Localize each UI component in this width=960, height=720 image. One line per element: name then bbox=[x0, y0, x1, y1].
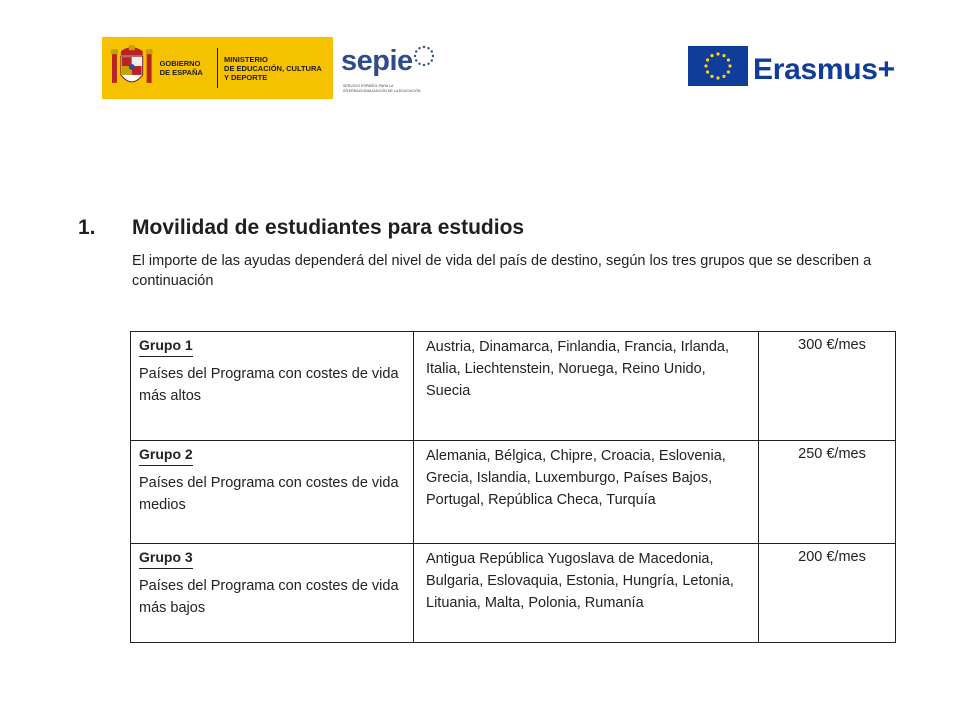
group-cell bbox=[131, 332, 414, 441]
ministry-name: MINISTERIO DE EDUCACIÓN, CULTURA Y DEPORTE bbox=[224, 54, 322, 82]
group-description: Países del Programa con costes de vida medios bbox=[139, 475, 399, 513]
amount-cell: 300 €/mes bbox=[759, 332, 896, 441]
group-cell bbox=[131, 441, 414, 544]
group-name: Grupo 1 bbox=[139, 336, 193, 357]
government-name: GOBIERNO DE ESPAÑA bbox=[159, 59, 203, 77]
group-name: Grupo 3 bbox=[139, 548, 193, 569]
countries-cell: Antigua República Yugoslava de Macedonia, Bulgaria, Eslovaquia, Estonia, Hungría, Letonia, Lituania, Malta, Polonia, Rumanía bbox=[414, 544, 759, 643]
sepie-wordmark: sepie bbox=[341, 45, 413, 77]
section-intro: El importe de las ayudas dependerá del nivel de vida del país de destino, según los tres grupos que se describen a continuación bbox=[132, 253, 872, 289]
logo-divider bbox=[217, 48, 218, 88]
table-row bbox=[131, 332, 896, 441]
table-row bbox=[131, 544, 896, 643]
section-number: 1. bbox=[78, 216, 96, 239]
section-title: Movilidad de estudiantes para estudios bbox=[132, 216, 525, 239]
table-row bbox=[131, 441, 896, 544]
countries-cell: Alemania, Bélgica, Chipre, Croacia, Eslovenia, Grecia, Islandia, Luxemburgo, Países Bajos, Portugal, República Checa, Turquía bbox=[414, 441, 759, 544]
sepie-subtitle: SERVICIO ESPAÑOL PARA LA INTERNACIONALIZACIÓN DE LA EDUCACIÓN bbox=[343, 84, 421, 93]
coat-of-arms-icon bbox=[110, 43, 154, 93]
sepie-stars-icon bbox=[413, 45, 435, 67]
eu-flag-icon bbox=[688, 46, 748, 86]
group-cell bbox=[131, 544, 414, 643]
group-name: Grupo 2 bbox=[139, 445, 193, 466]
amount-cell: 250 €/mes bbox=[759, 441, 896, 544]
government-logo-banner bbox=[102, 37, 440, 99]
grants-table bbox=[130, 331, 896, 643]
erasmus-plus-logo: Erasmus+ bbox=[753, 53, 895, 86]
section-heading bbox=[78, 216, 524, 240]
ministry-logo bbox=[102, 37, 333, 99]
group-description: Países del Programa con costes de vida más bajos bbox=[139, 578, 399, 616]
amount-cell: 200 €/mes bbox=[759, 544, 896, 643]
countries-cell: Austria, Dinamarca, Finlandia, Francia, Irlanda, Italia, Liechtenstein, Noruega, Reino Unido, Suecia bbox=[414, 332, 759, 441]
group-description: Países del Programa con costes de vida más altos bbox=[139, 366, 399, 404]
sepie-logo bbox=[333, 37, 440, 99]
